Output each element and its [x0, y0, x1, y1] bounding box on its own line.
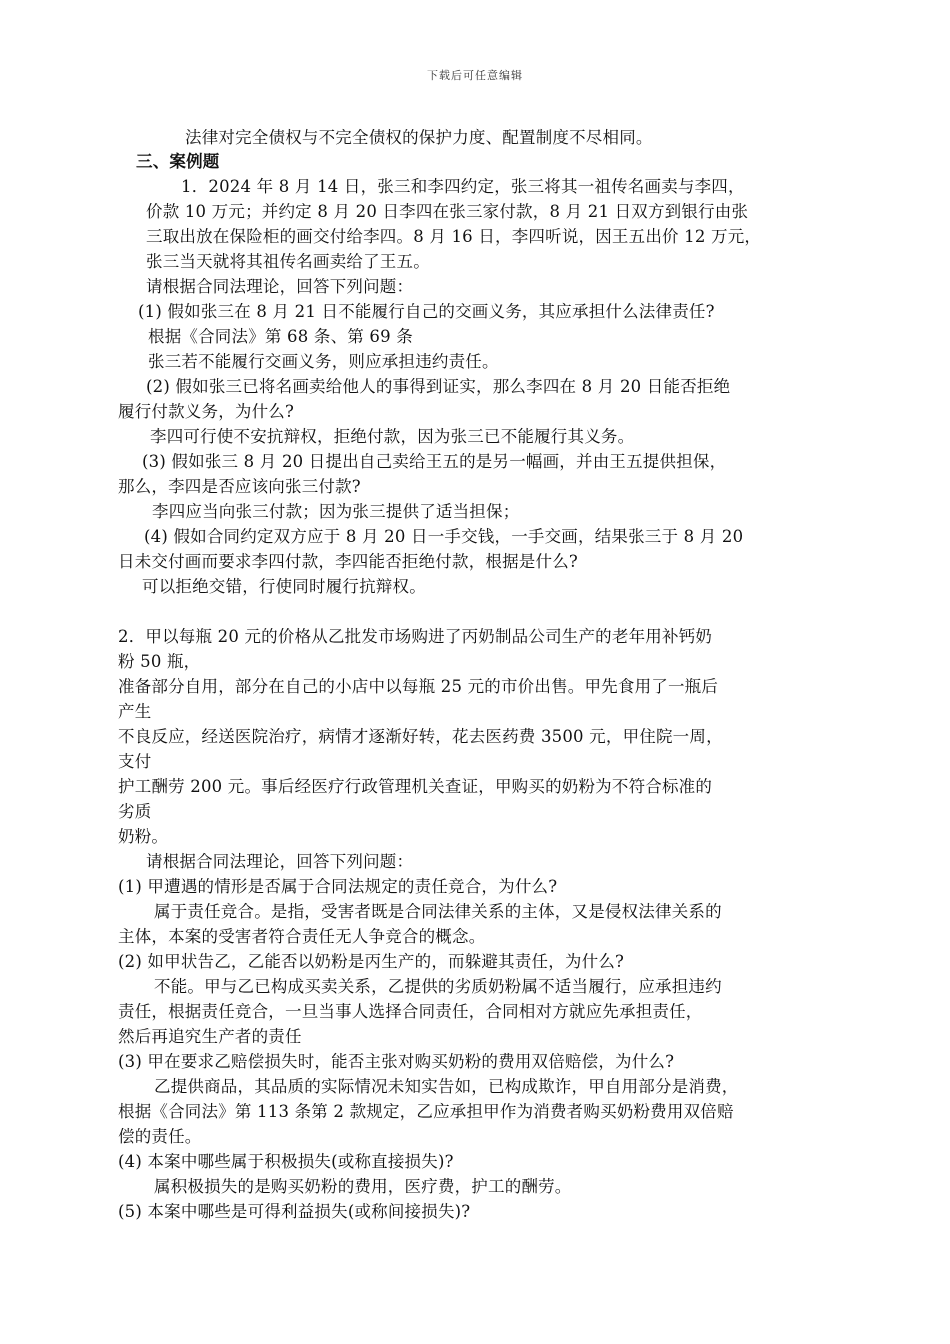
paragraph-line: 请根据合同法理论，回答下列问题：	[146, 852, 414, 871]
paragraph-line: 奶粉。	[118, 827, 169, 846]
paragraph-line: 护工酬劳 200 元。事后经医疗行政管理机关查证，甲购买的奶粉为不符合标准的	[118, 777, 713, 796]
paragraph-line: 产生	[118, 702, 152, 721]
answer-line: 张三若不能履行交画义务，则应承担违约责任。	[148, 352, 499, 371]
question-line: (4) 本案中哪些属于积极损失(或称直接损失)?	[118, 1152, 454, 1171]
paragraph-line: 劣质	[118, 802, 152, 821]
question-line: (2) 假如张三已将名画卖给他人的事得到证实，那么李四在 8 月 20 日能否拒绝	[146, 377, 731, 396]
paragraph-line: 价款 10 万元；并约定 8 月 20 日李四在张三家付款，8 月 21 日双方到银行由张	[146, 202, 749, 221]
question-line: (3) 甲在要求乙赔偿损失时，能否主张对购买奶粉的费用双倍赔偿，为什么?	[118, 1052, 675, 1071]
paragraph-line: 三取出放在保险柜的画交付给李四。8 月 16 日，李四听说，因王五出价 12 万元，	[146, 227, 762, 246]
answer-line: 属于责任竞合。是指，受害者既是合同法律关系的主体，又是侵权法律关系的	[154, 902, 722, 921]
paragraph-line: 准备部分自用，部分在自己的小店中以每瓶 25 元的市价出售。甲先食用了一瓶后	[118, 677, 719, 696]
answer-line: 属积极损失的是购买奶粉的费用，医疗费，护工的酬劳。	[154, 1177, 572, 1196]
paragraph-line: 粉 50 瓶，	[118, 652, 201, 671]
answer-line: 主体，本案的受害者符合责任无人争竞合的概念。	[118, 927, 486, 946]
section-heading: 三、案例题	[136, 152, 220, 171]
answer-line: 可以拒绝交错，行使同时履行抗辩权。	[142, 577, 426, 596]
question-line: (1) 假如张三在 8 月 21 日不能履行自己的交画义务，其应承担什么法律责任?	[138, 302, 715, 321]
page-header: 下载后可任意编辑	[427, 69, 523, 82]
question-line: (1) 甲遭遇的情形是否属于合同法规定的责任竞合，为什么?	[118, 877, 558, 896]
answer-line: 乙提供商品，其品质的实际情况未知实告如，已构成欺诈，甲自用部分是消费，	[154, 1077, 739, 1096]
paragraph-line: 不良反应，经送医院治疗，病情才逐渐好转，花去医药费 3500 元，甲住院一周，	[118, 727, 723, 746]
paragraph-line: 支付	[118, 752, 152, 771]
question-line: (4) 假如合同约定双方应于 8 月 20 日一手交钱，一手交画，结果张三于 8 月 20	[144, 527, 744, 546]
answer-line: 根据《合同法》第 113 条第 2 款规定，乙应承担甲作为消费者购买奶粉费用双倍赔	[118, 1102, 734, 1121]
answer-line: 李四应当向张三付款；因为张三提供了适当担保；	[152, 502, 520, 521]
answer-line: 李四可行使不安抗辩权，拒绝付款，因为张三已不能履行其义务。	[150, 427, 635, 446]
paragraph-line: 1．2024 年 8 月 14 日，张三和李四约定，张三将其一祖传名画卖与李四，	[181, 177, 745, 196]
answer-line: 偿的责任。	[118, 1127, 202, 1146]
question-line: 日未交付画而要求李四付款，李四能否拒绝付款，根据是什么?	[118, 552, 578, 571]
answer-line: 不能。甲与乙已构成买卖关系，乙提供的劣质奶粉属不适当履行，应承担违约	[154, 977, 722, 996]
paragraph-line: 张三当天就将其祖传名画卖给了王五。	[146, 252, 430, 271]
question-line: (2) 如甲状告乙，乙能否以奶粉是丙生产的，而躲避其责任，为什么?	[118, 952, 625, 971]
question-line: 那么，李四是否应该向张三付款?	[118, 477, 361, 496]
paragraph-line: 2．甲以每瓶 20 元的价格从乙批发市场购进了丙奶制品公司生产的老年用补钙奶	[118, 627, 713, 646]
question-line: 履行付款义务，为什么?	[118, 402, 295, 421]
paragraph-line: 请根据合同法理论，回答下列问题：	[146, 277, 414, 296]
answer-line: 然后再追究生产者的责任	[118, 1027, 302, 1046]
question-line: (5) 本案中哪些是可得利益损失(或称间接损失)?	[118, 1202, 471, 1221]
paragraph-line: 法律对完全债权与不完全债权的保护力度、配置制度不尽相同。	[185, 128, 653, 147]
question-line: (3) 假如张三 8 月 20 日提出自己卖给王五的是另一幅画，并由王五提供担保，	[142, 452, 727, 471]
answer-line: 根据《合同法》第 68 条、第 69 条	[148, 327, 413, 346]
answer-line: 责任，根据责任竞合，一旦当事人选择合同责任，合同相对方就应先承担责任，	[118, 1002, 703, 1021]
